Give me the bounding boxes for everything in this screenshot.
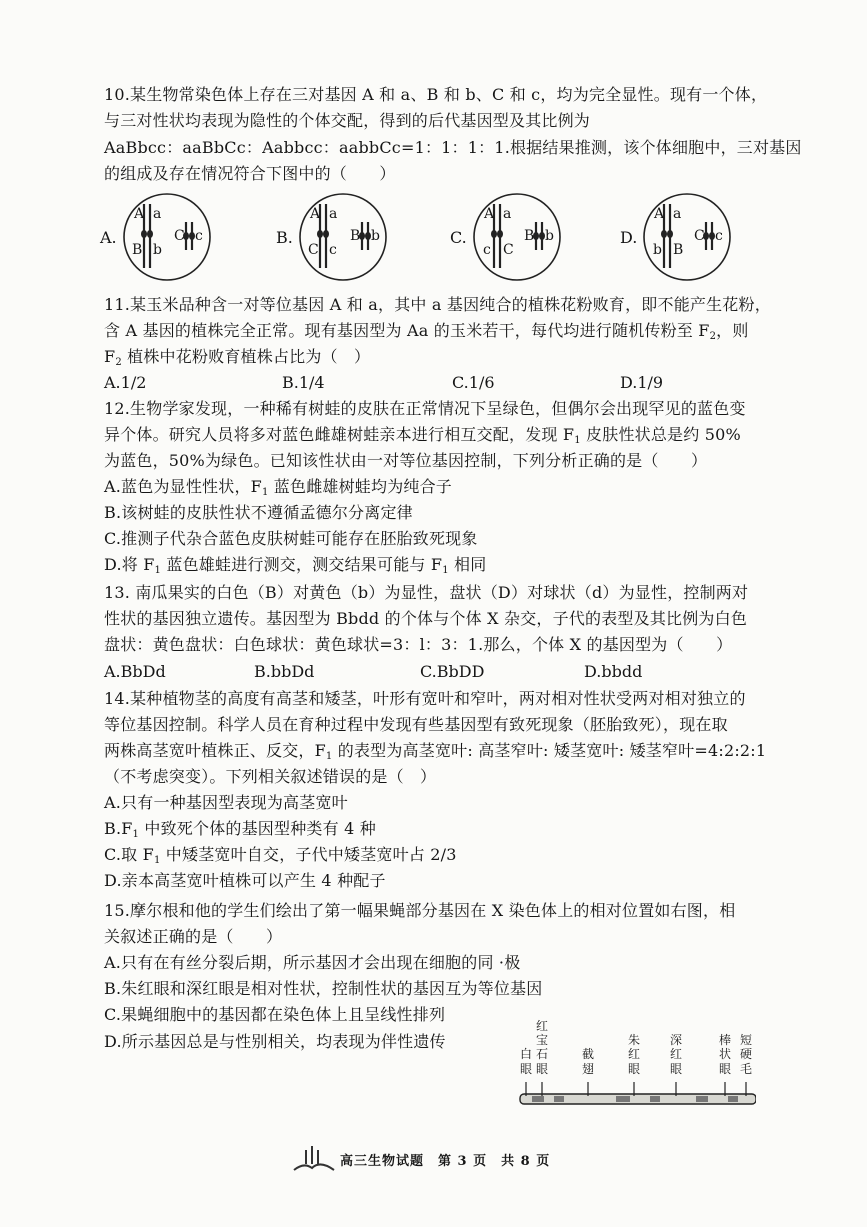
q14-option-b: $B.F_1$ 中致死个体的基因型种类有 4 种 [104,819,376,840]
gene-cut-wing: 截翅 [581,1047,595,1076]
q14-line-4: （不考虑突变）。下列相关叙述错误的是（ ） [104,767,437,786]
page-footer [0,1150,867,1190]
gene-ruby-eye: 红宝石眼 [535,1019,549,1076]
gene-a3: B [132,242,143,258]
q10-line-2: 与三对性状均表现为隐性的个体交配，得到的后代基因型及其比例为 [104,111,591,130]
q13-line-1: 13. 南瓜果实的白色（B）对黄色（b）为显性，盘状（D）对球状（d）为显性，控制两对 [104,583,749,602]
gene-d5: C [694,228,705,244]
q15-line-2: 关叙述正确的是（ ） [104,927,283,946]
gene-a4: b [153,242,162,258]
q14-line-1: 14.某种植物茎的高度有高茎和矮茎，叶形有宽叶和窄叶，两对相对性状受两对相对独立的 [104,689,746,708]
q13-line-3: 盘状：黄色盘状：白色球状：黄色球状=3：l：3：1.那么，个体 X 的基因型为（ ） [104,635,733,654]
q11-line-3: $F_2$ 植株中花粉败育植株占比为（ ） [104,347,371,368]
gene-vermilion-eye: 朱红眼 [627,1033,641,1076]
q10-figure-c [450,192,600,284]
gene-b1: A [310,206,321,222]
cell-b-diagram [296,192,392,282]
q12-option-d: D.将 $F_1$ 蓝色雄蛙进行测交，测交结果可能与 $F_1$ 相同 [104,555,487,576]
gene-b2: a [329,206,338,222]
q14-line-3: 两株高茎宽叶植株正、反交，$F_1$ 的表型为高茎宽叶: 高茎窄叶: 矮茎宽叶: 矮茎窄叶=4:2:2:1 [104,741,767,762]
figure-d-label: D. [620,228,638,247]
q10-figure-options [100,192,780,284]
q12-option-a: A.蓝色为显性性状，$F_1$ 蓝色雌雄树蛙均为纯合子 [104,477,453,498]
gene-a5: C [174,228,185,244]
q14-option-c: C.取 $F_1$ 中矮茎宽叶自交，子代中矮茎宽叶占 2/3 [104,845,457,866]
q15-option-d: D.所示基因总是与性别相关，均表现为伴性遗传 [104,1032,446,1051]
gene-b5: B [350,228,361,244]
q15-line-1: 15.摩尔根和他的学生们绘出了第一幅果蝇部分基因在 X 染色体上的相对位置如右图，相 [104,901,736,920]
gene-a2: a [153,206,162,222]
gene-c3: c [483,242,491,258]
q13-option-c: C.BbDD [420,662,485,681]
q10-figure-a [100,192,250,284]
gene-c6: b [545,228,554,244]
q10-line-3: AaBbcc：aaBbCc：Aabbcc：aabbCc=1：1：1：1.根据结果推测，该个体细胞中，三对基因 [104,138,802,157]
q15-option-b: B.朱红眼和深红眼是相对性状，控制性状的基因互为等位基因 [104,979,543,998]
q11-line-2: 含 A 基因的植株完全正常。现有基因型为 Aa 的玉米若干，每代均进行随机传粉至 $F_2$，则 [104,321,749,342]
gene-c5: B [524,228,535,244]
q10-line-1: 10.某生物常染色体上存在三对基因 A 和 a、B 和 b、C 和 c，均为完全显性。现有一个体， [104,85,768,104]
q11-option-a: A.1/2 [104,373,147,392]
gene-b6: b [371,228,380,244]
gene-d6: c [715,228,723,244]
footer-page-number: 高三生物试题 第 3 页 共 8 页 [340,1154,551,1169]
q10-figure-b [276,192,426,284]
gene-c4: C [503,242,514,258]
q13-option-b: B.bbDd [254,662,315,681]
gene-d1: A [654,206,665,222]
gene-bar-eye: 棒状眼 [718,1033,732,1076]
gene-d2: a [673,206,682,222]
cell-d-diagram [640,192,736,282]
q13-option-d: D.bbdd [584,662,643,681]
figure-a-label: A. [100,228,117,247]
q14-option-d: D.亲本高茎宽叶植株可以产生 4 种配子 [104,871,386,890]
figure-b-label: B. [276,228,293,247]
gene-a6: c [195,228,203,244]
gene-d4: B [673,242,684,258]
q12-option-c: C.推测子代杂合蓝色皮肤树蛙可能存在胚胎致死现象 [104,529,478,548]
q10-line-4: 的组成及存在情况符合下图中的（ ） [104,164,396,183]
figure-c-label: C. [450,228,467,247]
q14-option-a: A.只有一种基因型表现为高茎宽叶 [104,793,348,812]
gene-c2: a [503,206,512,222]
q11-option-d: D.1/9 [620,373,664,392]
q13-line-2: 性状的基因独立遗传。基因型为 Bbdd 的个体与个体 X 杂交，子代的表型及其比例为白色 [104,609,748,628]
q12-line-3: 为蓝色，50%为绿色。已知该性状由一对等位基因控制，下列分析正确的是（ ） [104,451,708,470]
cell-a-diagram [120,192,216,282]
cell-c-diagram [470,192,566,282]
q11-line-1: 11.某玉米品种含一对等位基因 A 和 a，其中 a 基因纯合的植株花粉败育，即不能产生花粉， [104,295,771,314]
gene-b4: c [329,242,337,258]
gene-deep-red-eye: 深红眼 [669,1033,683,1076]
gene-b3: C [308,242,319,258]
q15-option-a: A.只有在有丝分裂后期，所示基因才会出现在细胞的同 ·极 [104,953,521,972]
q11-option-b: B.1/4 [282,373,325,392]
q12-option-b: B.该树蛙的皮肤性状不遵循孟德尔分离定律 [104,503,413,522]
q14-line-2: 等位基因控制。科学人员在育种过程中发现有些基因型有致死现象（胚胎致死），现在取 [104,715,728,734]
q13-option-a: A.BbDd [104,662,166,681]
q15-option-c: C.果蝇细胞中的基因都在染色体上且呈线性排列 [104,1005,446,1024]
q12-line-2: 异个体。研究人员将多对蓝色雌雄树蛙亲本进行相互交配，发现 $F_1$ 皮肤性状总是约 50% [104,425,741,446]
gene-short-bristle: 短硬毛 [739,1033,753,1076]
q10-figure-d [620,192,770,284]
gene-white-eye: 白眼 [519,1047,533,1076]
q11-option-c: C.1/6 [452,373,495,392]
gene-c1: A [484,206,495,222]
gene-a1: A [134,206,145,222]
x-chromosome-gene-map [506,1018,756,1112]
gene-d3: b [653,242,662,258]
q12-line-1: 12.生物学家发现，一种稀有树蛙的皮肤在正常情况下呈绿色，但偶尔会出现罕见的蓝色变 [104,399,746,418]
